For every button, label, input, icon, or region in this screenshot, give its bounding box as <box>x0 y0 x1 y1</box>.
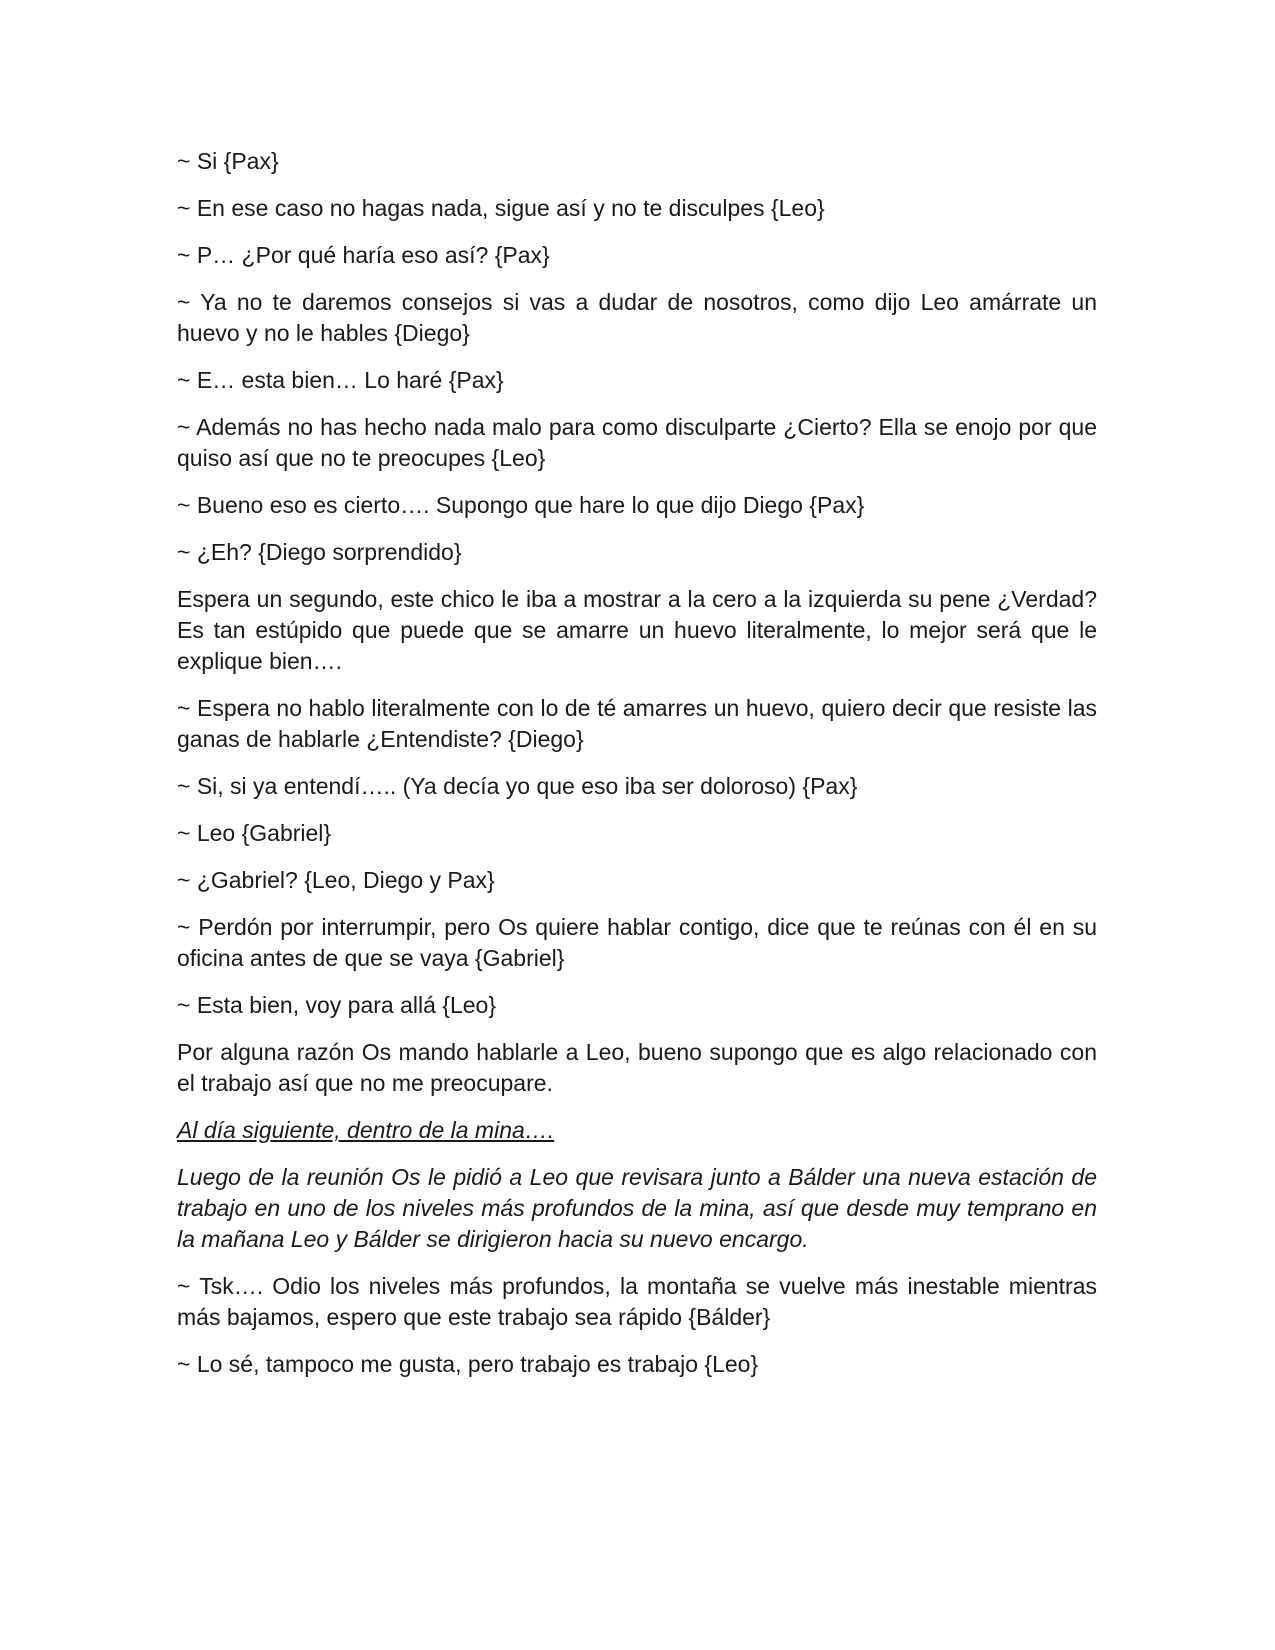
dialogue-line: ~ Esta bien, voy para allá {Leo} <box>177 992 497 1018</box>
dialogue-line: ~ Si {Pax} <box>177 148 279 174</box>
dialogue-line: ~ Además no has hecho nada malo para como disculparte ¿Cierto? Ella se enojo por que quiso así que no te preocupes {Leo} <box>177 414 1097 471</box>
dialogue-line: ~ Leo {Gabriel} <box>177 820 332 846</box>
dialogue-line: ~ En ese caso no hagas nada, sigue así y no te disculpes {Leo} <box>177 195 825 221</box>
dialogue-line: ~ Lo sé, tampoco me gusta, pero trabajo es trabajo {Leo} <box>177 1351 759 1377</box>
dialogue-line: ~ ¿Gabriel? {Leo, Diego y Pax} <box>177 867 495 893</box>
dialogue-line: ~ Bueno eso es cierto…. Supongo que hare lo que dijo Diego {Pax} <box>177 492 865 518</box>
narration-paragraph: Espera un segundo, este chico le iba a mostrar a la cero a la izquierda su pene ¿Verdad? Es tan estúpido que puede que se amarre un huevo literalmente, lo mejor será que le explique bien…. <box>177 586 1097 674</box>
dialogue-line: ~ Tsk…. Odio los niveles más profundos, la montaña se vuelve más inestable mientras más bajamos, espero que este trabajo sea rápido {Bálder} <box>177 1273 1097 1330</box>
dialogue-line: ~ ¿Eh? {Diego sorprendido} <box>177 539 462 565</box>
document-body <box>177 146 1097 1396</box>
dialogue-line: ~ Perdón por interrumpir, pero Os quiere hablar contigo, dice que te reúnas con él en su oficina antes de que se vaya {Gabriel} <box>177 914 1097 971</box>
dialogue-line: ~ Si, si ya entendí….. (Ya decía yo que eso iba ser doloroso) {Pax} <box>177 773 858 799</box>
dialogue-line: ~ E… esta bien… Lo haré {Pax} <box>177 367 504 393</box>
dialogue-line: ~ Ya no te daremos consejos si vas a dudar de nosotros, como dijo Leo amárrate un huevo y no le hables {Diego} <box>177 289 1097 346</box>
dialogue-line: ~ P… ¿Por qué haría eso así? {Pax} <box>177 242 550 268</box>
narration-paragraph: Por alguna razón Os mando hablarle a Leo, bueno supongo que es algo relacionado con el trabajo así que no me preocupare. <box>177 1039 1097 1096</box>
dialogue-line: ~ Espera no hablo literalmente con lo de té amarres un huevo, quiero decir que resiste las ganas de hablarle ¿Entendiste? {Diego} <box>177 695 1097 752</box>
scene-narration: Luego de la reunión Os le pidió a Leo que revisara junto a Bálder una nueva estación de trabajo en uno de los niveles más profundos de la mina, así que desde muy temprano en la mañana Leo y Bálder se dirigieron hacia su nuevo encargo. <box>177 1164 1097 1252</box>
scene-heading: Al día siguiente, dentro de la mina…. <box>177 1117 555 1143</box>
